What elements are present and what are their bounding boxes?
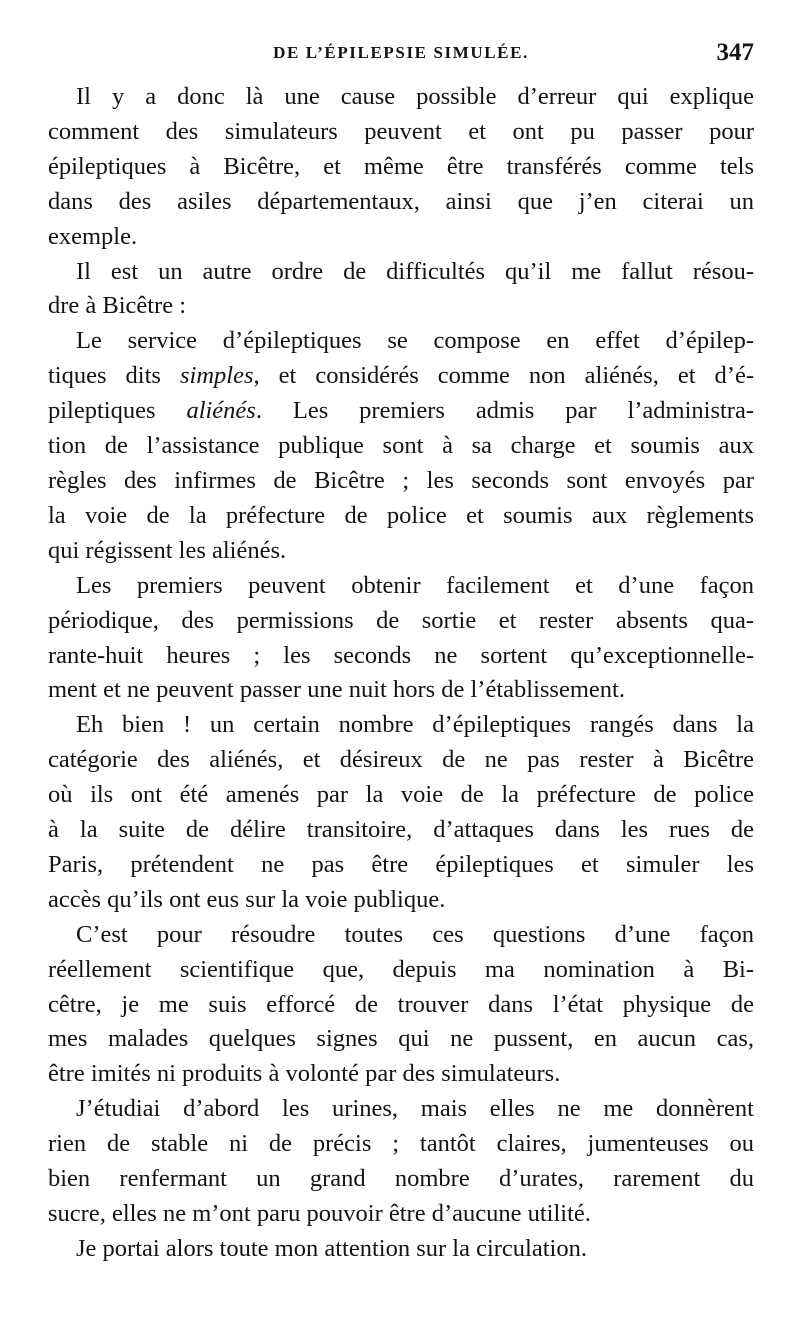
text-line: la voie de la préfecture de police et soumis aux règlements (48, 501, 754, 529)
text-line: Les premiers peuvent obtenir facilement et d’une façon (76, 571, 754, 599)
text-line: à la suite de délire transitoire, d’attaques dans les rues de (48, 816, 754, 844)
text-line: Je portai alors toute mon attention sur la circulation. (76, 1234, 587, 1262)
text-line: règles des infirmes de Bicêtre ; les seconds sont envoyés par (48, 466, 754, 494)
text-line: rante-huit heures ; les seconds ne sortent qu’exceptionnelle- (48, 641, 754, 669)
text-line: dre à Bicêtre : (48, 292, 187, 320)
text-line: cêtre, je me suis efforcé de trouver dans l’état physique de (48, 990, 754, 1018)
running-title: DE L’ÉPILEPSIE SIMULÉE. (273, 43, 529, 62)
text-segment: , et considérés comme non aliénés, et d’é- (253, 362, 754, 390)
text-line: ment et ne peuvent passer une nuit hors de l’établissement. (48, 676, 625, 704)
italic-term-alienes: aliénés (186, 397, 256, 425)
running-header (48, 38, 754, 68)
text-line: être imités ni produits à volonté par des simulateurs. (48, 1060, 561, 1088)
text-line: J’étudiai d’abord les urines, mais elles ne me donnèrent (76, 1095, 754, 1123)
text-line: accès qu’ils ont eus sur la voie publique. (48, 885, 446, 913)
text-line: comment des simulateurs peuvent et ont pu passer pour (48, 117, 754, 145)
italic-term-simples: simples (179, 362, 254, 390)
text-segment: tiques dits (48, 362, 180, 390)
text-line: dans des asiles départementaux, ainsi que j’en citerai un (48, 187, 754, 215)
text-line: bien renfermant un grand nombre d’urates, rarement du (48, 1165, 754, 1193)
text-line: sucre, elles ne m’ont paru pouvoir être d’aucune utilité. (48, 1200, 591, 1227)
text-line: Paris, prétendent ne pas être épileptiques et simuler les (48, 850, 754, 878)
text-line: tion de l’assistance publique sont à sa charge et soumis aux (48, 432, 754, 460)
text-line: mes malades quelques signes qui ne pussent, en aucun cas, (48, 1025, 754, 1053)
text-segment: . Les premiers admis par l’administra- (255, 397, 755, 425)
text-line: réellement scientifique que, depuis ma nomination à Bi- (48, 955, 754, 983)
text-line: Le service d’épileptiques se compose en effet d’épilep- (76, 327, 754, 355)
text-line: périodique, des permissions de sortie et rester absents qua- (48, 606, 754, 634)
text-line: qui régissent les aliénés. (48, 536, 287, 564)
text-line: où ils ont été amenés par la voie de la préfecture de police (48, 781, 754, 809)
paragraph-3 (48, 324, 754, 568)
text-line: catégorie des aliénés, et désireux de ne pas rester à Bicêtre (48, 746, 754, 774)
text-segment: pileptiques (48, 397, 187, 425)
paragraph-4 (48, 569, 754, 709)
paragraph-8 (48, 1232, 754, 1267)
paragraph-6 (48, 918, 754, 1093)
paragraph-7 (48, 1092, 754, 1232)
text-line: Eh bien ! un certain nombre d’épileptiques rangés dans la (76, 711, 754, 739)
text-line: épileptiques à Bicêtre, et même être transférés comme tels (48, 152, 754, 180)
text-line: C’est pour résoudre toutes ces questions d’une façon (76, 920, 754, 948)
paragraph-5 (48, 708, 754, 917)
text-line-with-italic (48, 359, 754, 394)
body-text (48, 80, 754, 1267)
paragraph-2 (48, 255, 754, 325)
paragraph-1 (48, 80, 754, 255)
text-line: rien de stable ni de précis ; tantôt claires, jumenteuses ou (48, 1130, 754, 1158)
page-number: 347 (716, 39, 754, 66)
text-line-with-italic (48, 394, 754, 429)
text-line: Il y a donc là une cause possible d’erreur qui explique (76, 83, 754, 110)
text-line: exemple. (48, 222, 138, 250)
text-line: Il est un autre ordre de difficultés qu’il me fallut résou- (76, 257, 754, 285)
